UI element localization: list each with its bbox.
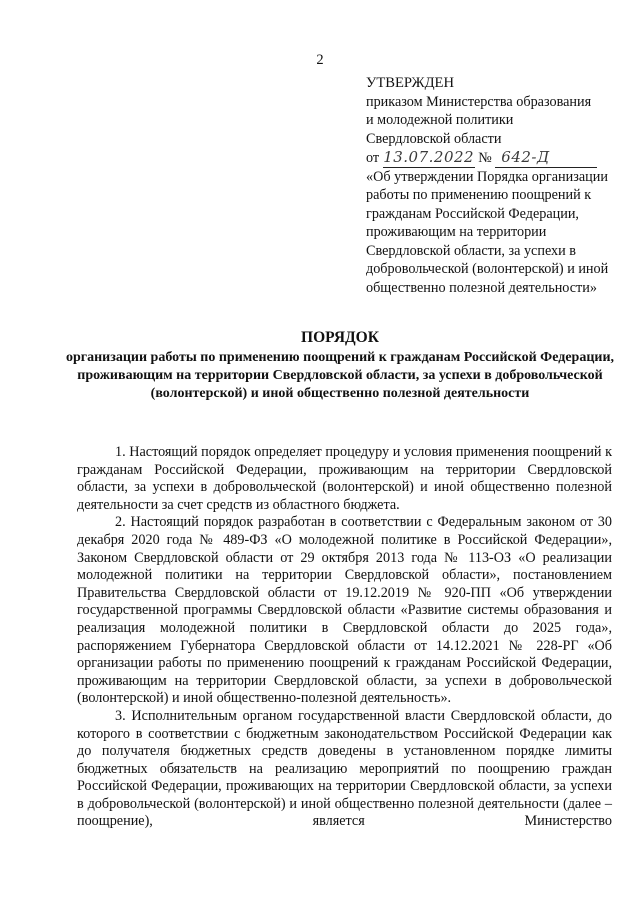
approval-stamp xyxy=(366,74,616,297)
page-number: 2 xyxy=(316,52,324,68)
order-number-label: № xyxy=(478,150,492,166)
document-title: ПОРЯДОК xyxy=(301,329,379,346)
approval-line: и молодежной политики xyxy=(366,112,514,128)
order-prefix: от xyxy=(366,150,380,166)
paragraph-3: 3. Исполнительным органом государственной власти Свердловской области, до которого в соответствии с бюджетным законодательством Российской Федерации как до получателя бюджетных средств доведены в установленном порядке лимиты бюджетных обязательств на реализацию мероприятий по поощрению граждан Российской Федерации, проживающих на территории Свердловской области, за успехи в добровольческой (волонтерской) и иной общественно полезной деятельности (далее – поощрение), является Министерство xyxy=(77,707,612,830)
document-body xyxy=(77,444,612,831)
document-title-block xyxy=(60,327,620,403)
order-date-handwritten: 13.07.2022 xyxy=(383,148,475,166)
approval-heading: УТВЕРЖДЕН xyxy=(366,75,454,91)
order-title: «Об утверждении Порядка организации работы по применению поощрений к гражданам Российской Федерации, проживающим на территории Свердловской области, за успехи в добровольческой (волонтерской) и иной общественно полезной деятельности» xyxy=(366,168,609,296)
paragraph-1: 1. Настоящий порядок определяет процедуру и условия применения поощрений к гражданам Российской Федерации, проживающим на территории Свердловской области, за успехи в добровольческой (волонтерской) и иной общественно полезной деятельности за счет средств из областного бюджета. xyxy=(77,444,612,513)
order-date-number-line xyxy=(366,148,616,168)
paragraph-2: 2. Настоящий порядок разработан в соответствии с Федеральным законом от 30 декабря 2020 года № 489-ФЗ «О молодежной политике в Российской Федерации», Законом Свердловской области от 29 октября 2013 года № 113-ОЗ «О реализации молодежной политики на территории Свердловской области», постановлением Правительства Свердловской области от 19.12.2019 № 920-ПП «Об утверждении государственной программы Свердловской области «Развитие системы образования и реализация молодежной политики в Свердловской области до 2025 года», распоряжением Губернатора Свердловской области от 14.12.2021 № 228-РГ «Об организации работы по применению поощрений к гражданам Российской Федерации, проживающим на территории Свердловской области, за успехи в добровольческой (волонтерской) и иной общественно-полезной деятельность». xyxy=(77,514,612,707)
approval-line: Свердловской области xyxy=(366,130,502,147)
order-number-handwritten: 642-Д xyxy=(495,148,597,168)
approval-line: приказом Министерства образования xyxy=(366,93,592,110)
document-subtitle: организации работы по применению поощрений к гражданам Российской Федерации, проживающим на территории Свердловской области, за успехи в добровольческой (волонтерской) и иной общественно полезной деятельности xyxy=(65,350,615,401)
